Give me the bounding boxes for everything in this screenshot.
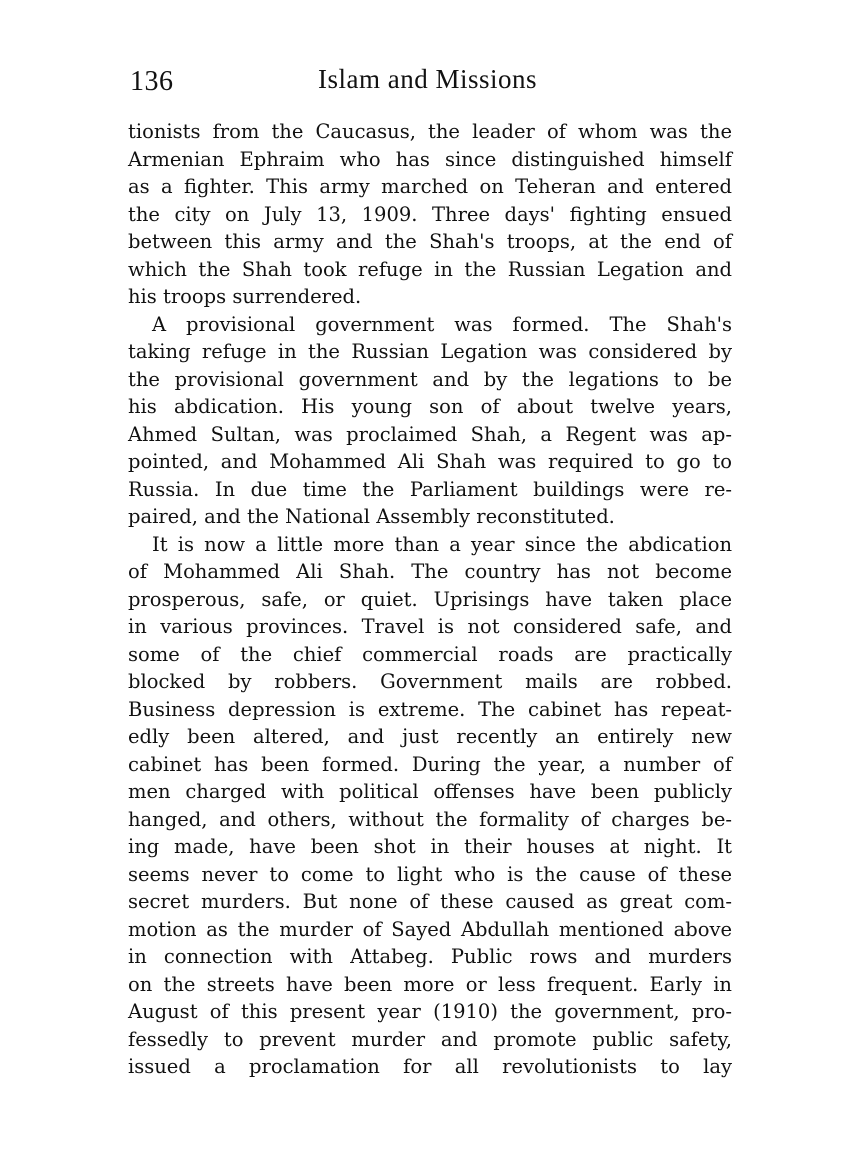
text-line: paired, and the National Assembly reconstituted. [128,505,615,528]
text-line: tionists from the Caucasus, the leader of whom was the [128,120,732,143]
text-line: It is now a little more than a year since the abdication [152,532,732,556]
text-line: Business depression is extreme. The cabinet has repeat- [128,697,732,721]
running-head [128,60,728,100]
body-text [128,118,732,1081]
text-line: taking refuge in the Russian Legation was considered by [128,340,732,363]
text-line: between this army and the Shah's troops, at the end of [128,230,732,253]
text-line: August of this present year (1910) the government, pro- [128,1000,732,1023]
text-line: which the Shah took refuge in the Russian Legation and [128,257,732,281]
text-line: on the streets have been more or less frequent. Early in [128,972,732,996]
text-line: as a fighter. This army marched on Teheran and entered [128,175,732,198]
text-line: blocked by robbers. Government mails are robbed. [128,670,732,693]
text-line: pointed, and Mohammed Ali Shah was required to go to [128,450,732,473]
text-line: ing made, have been shot in their houses at night. It [128,835,732,858]
paragraph-3 [128,531,732,1081]
text-line: fessedly to prevent murder and promote public safety, [128,1027,732,1051]
text-line: the city on July 13, 1909. Three days' fighting ensued [128,202,732,226]
text-line: Armenian Ephraim who has since distinguished himself [128,147,732,171]
text-line: some of the chief commercial roads are practically [128,642,732,666]
text-line: Ahmed Sultan, was proclaimed Shah, a Regent was ap- [128,422,732,446]
running-title: Islam and Missions [318,64,538,94]
text-line: Russia. In due time the Parliament buildings were re- [128,477,732,501]
text-line: secret murders. But none of these caused as great com- [128,890,732,913]
text-line: his troops surrendered. [128,285,362,308]
text-line: in connection with Attabeg. Public rows and murders [128,945,732,968]
paragraph-2 [128,311,732,531]
paragraph-1 [128,118,732,311]
text-line: edly been altered, and just recently an entirely new [128,725,732,748]
page-number: 136 [130,66,174,97]
text-line: men charged with political offenses have been publicly [128,780,732,803]
text-line: motion as the murder of Sayed Abdullah mentioned above [128,917,732,941]
text-line: the provisional government and by the legations to be [128,367,732,391]
text-line: hanged, and others, without the formality of charges be- [128,807,732,831]
text-line: of Mohammed Ali Shah. The country has not become [128,560,732,583]
text-line: A provisional government was formed. The Shah's [152,312,732,336]
text-line: his abdication. His young son of about twelve years, [128,395,732,418]
text-line: prosperous, safe, or quiet. Uprisings have taken place [128,587,732,611]
text-line: issued a proclamation for all revolutionists to lay [128,1055,732,1078]
text-line: seems never to come to light who is the cause of these [128,862,732,886]
text-line: in various provinces. Travel is not considered safe, and [128,615,732,638]
text-line: cabinet has been formed. During the year, a number of [128,752,732,776]
